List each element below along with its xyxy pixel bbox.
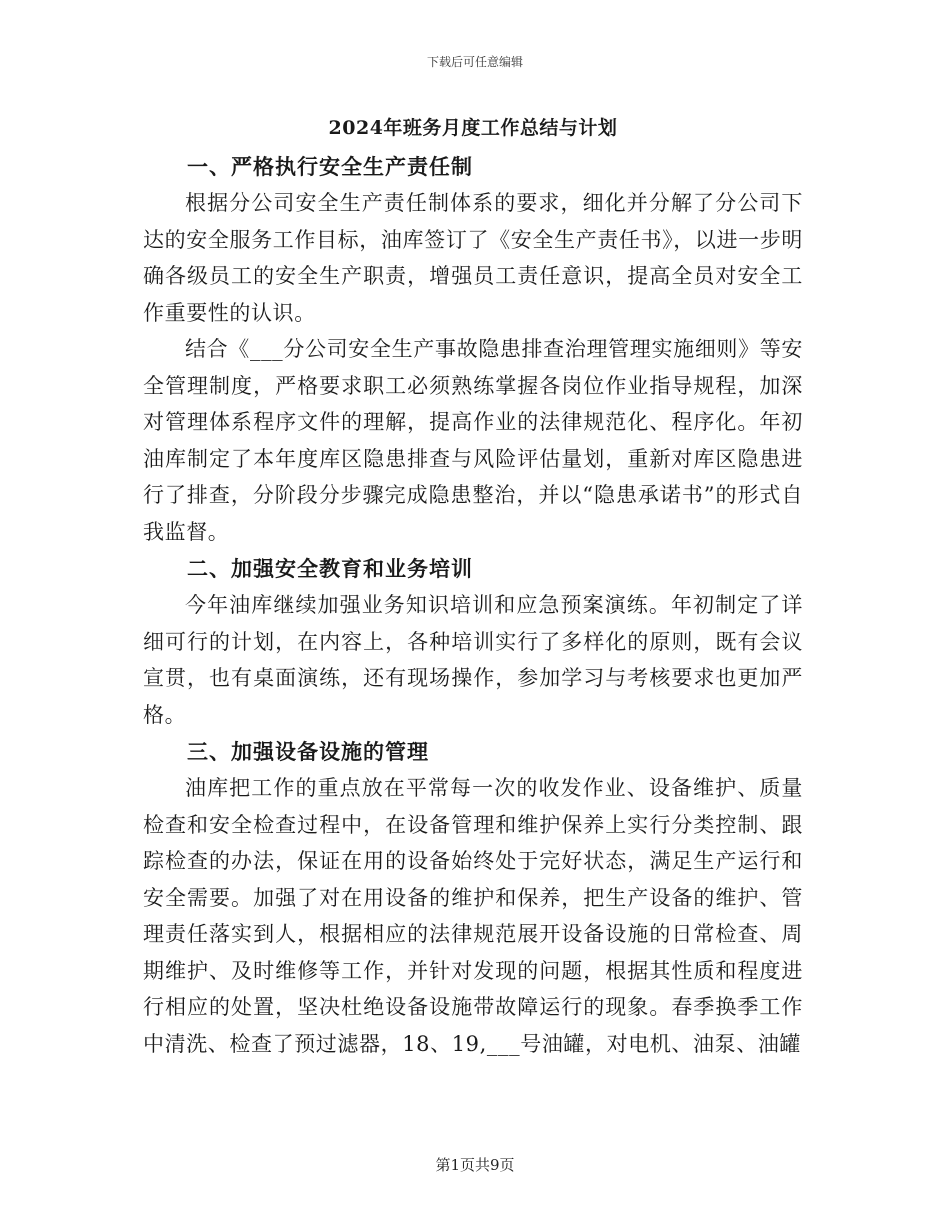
section-2-paragraph-1: 今年油库继续加强业务知识培训和应急预案演练。年初制定了详细可行的计划，在内容上，各种培训实行了多样化的原则，既有会议宣贯，也有桌面演练，还有现场操作，参加学习与考核要求也更加严格。 <box>143 593 803 727</box>
section-1-paragraph-1: 根据分公司安全生产责任制体系的要求，细化并分解了分公司下达的安全服务工作目标，油库签订了《安全生产责任书》，以进一步明确各级员工的安全生产职责，增强员工责任意识，提高全员对安全工作重要性的认识。 <box>143 191 803 325</box>
section-heading-3: 三、加强设备设施的管理 <box>187 739 429 764</box>
section-heading-1: 一、严格执行安全生产责任制 <box>187 154 473 179</box>
section-heading-2: 二、加强安全教育和业务培训 <box>187 556 473 581</box>
page-number-footer: 第1页共9页 <box>435 1156 515 1174</box>
document-title: 2024年班务月度工作总结与计划 <box>328 117 618 139</box>
section-1-paragraph-2: 结合《___分公司安全生产事故隐患排查治理管理实施细则》等安全管理制度，严格要求职工必须熟练掌握各岗位作业指导规程，加深对管理体系程序文件的理解，提高作业的法律规范化、程序化。年初油库制定了本年度库区隐患排查与风险评估量划，重新对库区隐患进行了排查，分阶段分步骤完成隐患整治，并以“隐患承诺书”的形式自我监督。 <box>143 337 803 544</box>
document-body <box>143 112 803 1062</box>
section-3-paragraph-1: 油库把工作的重点放在平常每一次的收发作业、设备维护、质量检查和安全检查过程中，在设备管理和维护保养上实行分类控制、跟踪检查的办法，保证在用的设备始终处于完好状态，满足生产运行和安全需要。加强了对在用设备的维护和保养，把生产设备的维护、管理责任落实到人，根据相应的法律规范展开设备设施的日常检查、周期维护、及时维修等工作，并针对发现的问题，根据其性质和程度进行相应的处置，坚决杜绝设备设施带故障运行的现象。春季换季工作中清洗、检查了预过滤器，18、19,___号油罐，对电机、油泵、油罐 <box>143 776 803 1056</box>
page-header-note: 下载后可任意编辑 <box>426 55 523 69</box>
